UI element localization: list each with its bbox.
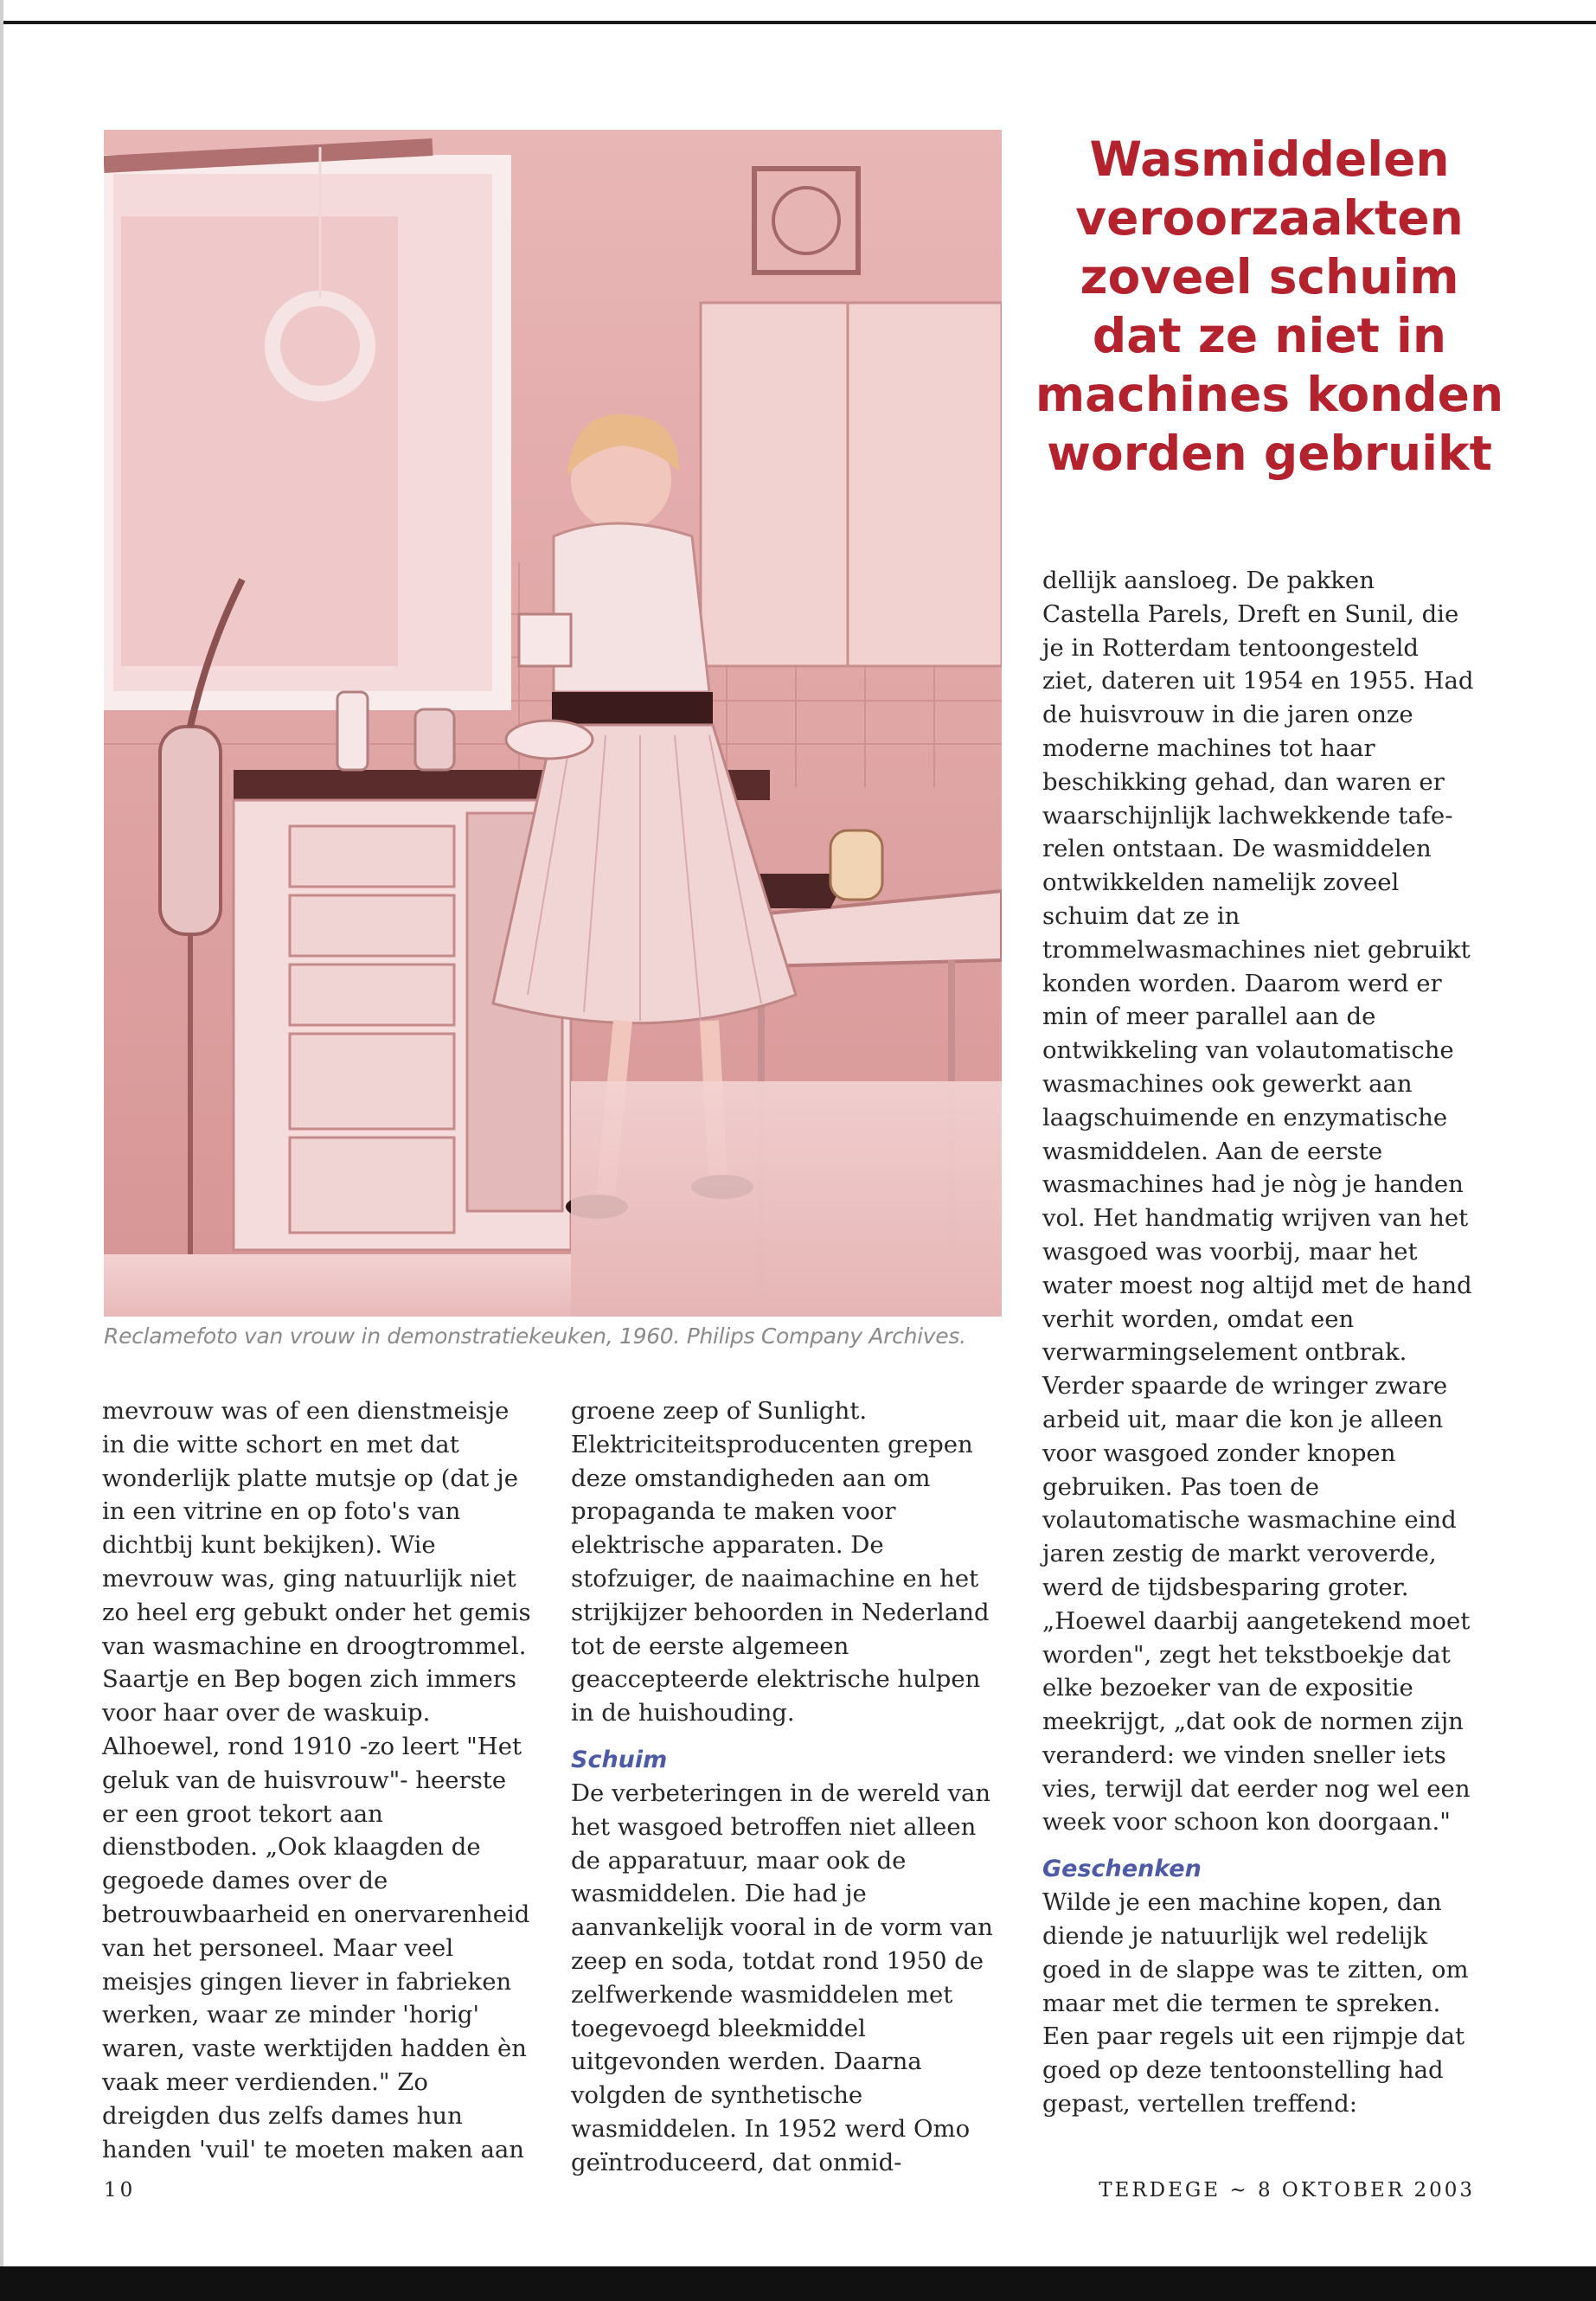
subhead-geschenken: Geschenken: [1042, 1856, 1202, 1883]
column-2-text-b: De verbeteringen in de wereld van het wasgoed betroffen niet alleen de apparatuur, maar ook de wasmiddelen. Die had je aanvankelijk vooral in de vorm van zeep en soda, totdat rond 1950 de zelfwerkende wasmiddelen met toegevoegd bleekmiddel uitgevonden werden. Daarna volgden de synthetische wasmiddelen. In 1952 werd Omo geïntroduceerd, dat onmid-: [571, 1779, 993, 2176]
column-3-text-b: Wilde je een machine kopen, dan diende je natuurlijk wel redelijk goed in de slappe was te zitten, om maar met die termen te spreken. Een paar regels uit een rijmpje dat goed op deze tentoonstelling had gepast, vertellen treffend:: [1042, 1888, 1469, 2118]
column-1-text: mevrouw was of een dienstmeisje in die witte schort en met dat wonderlijk platte mutsje op (dat je in een vitrine en op foto's van dichtbij kunt bekijken). Wie mevrouw was, ging natuurlijk niet zo heel erg gebukt onder het gemis van wasmachine en droogtrommel. Saartje en Bep bogen zich immers voor haar over de waskuip. Alhoewel, rond 1910 -zo leert "Het geluk van de huisvrouw"- heerste er een groot tekort aan dienstboden. „Ook klaagden de gegoede dames over de betrouwbaarheid en onervarenheid van het personeel. Maar veel meisjes gingen liever in fabrieken werken, waar ze minder 'horig' waren, vaste werktijden hadden èn vaak meer verdienden." Zo dreigden dus zelfs dames hun handen 'vuil' te moeten maken aan: [102, 1397, 531, 2163]
page-number: 10: [104, 2179, 137, 2202]
article-column-2: [571, 1394, 1003, 2180]
issue-line: TERDEGE ~ 8 OKTOBER 2003: [1099, 2179, 1475, 2202]
left-edge: [0, 0, 3, 2301]
photo-caption: Reclamefoto van vrouw in demonstratiekeuken, 1960. Philips Company Archives.: [104, 1324, 966, 1349]
bottom-border: [0, 2266, 1596, 2301]
column-3-text-a: dellijk aansloeg. De pakken Castella Parels, Dreft en Sunil, die je in Rotterdam tentoongesteld ziet, dateren uit 1954 en 1955. Had de huisvrouw in die jaren onze moderne machines tot haar beschikking gehad, dan waren er waarschijnlijk lachwekkende taferelen ontstaan. De wasmiddelen ontwikkelden namelijk zoveel schuim dat ze in trommelwasmachines niet gebruikt konden worden. Daarom werd er min of meer parallel aan de ontwikkeling van volautomatische wasmachines ook gewerkt aan laagschuimende en enzymatische wasmiddelen. Aan de eerste wasmachines had je nòg je handen vol. Het handmatig wrijven van het wasgoed was voorbij, maar het water moest nog altijd met de hand verhit worden, omdat een verwarmingselement ontbrak. Verder spaarde de wringer zware arbeid uit, maar die kon je alleen voor wasgoed zonder knopen gebruiken. Pas toen de volautomatische wasmachine eind jaren zestig de markt veroverde, werd de tijdsbesparing groter. „Hoewel daarbij aangetekend moet worden", zegt het tekstboekje dat elke bezoeker van de expositie meekrijgt, „dat ook de normen zijn veranderd: we vinden sneller iets vies, terwijl dat eerder nog wel een week voor schoon kon doorgaan.": [1042, 567, 1474, 1836]
top-border: [0, 0, 1596, 24]
pull-quote-headline: Wasmiddelen veroorzaakten zoveel schuim dat ze niet in machines konden worden gebruikt: [1035, 131, 1504, 481]
kitchen-photo: [104, 130, 1002, 1317]
subhead-schuim: Schuim: [571, 1746, 668, 1773]
article-column-3: [1042, 564, 1475, 2121]
column-2-text-a: groene zeep of Sunlight. Elektriciteitsproducenten grepen deze omstandigheden aan om propaganda te maken voor elektrische apparaten. De stofzuiger, de naaimachine en het strijkijzer behoorden in Nederland tot de eerste algemeen geaccepteerde elektrische hulpen in de huishouding.: [571, 1397, 990, 1727]
article-column-1: [102, 1394, 539, 2166]
